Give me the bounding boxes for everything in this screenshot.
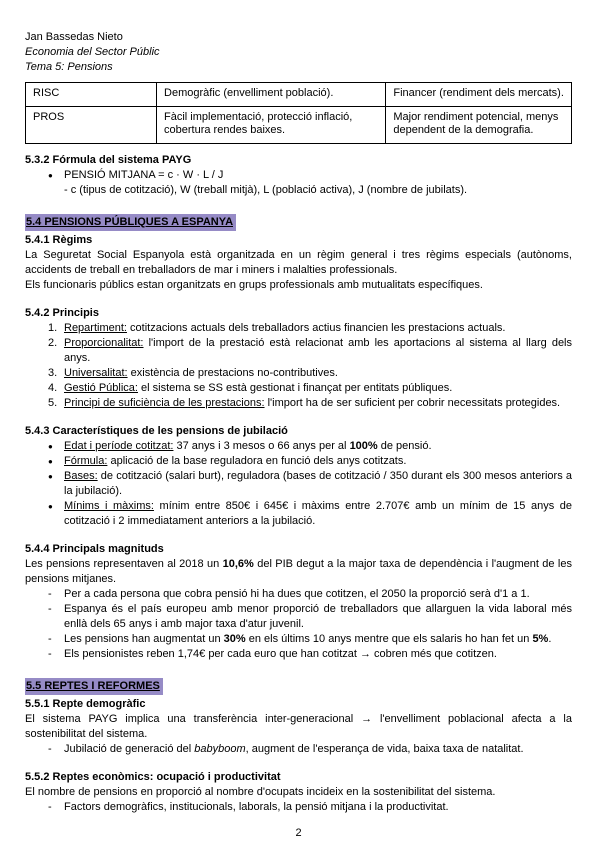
list-text-rest: el sistema se SS està gestionat i finançat per entitats públiques. [137,381,453,394]
term-label: Principi de suficiència de les prestacions: [64,396,265,409]
formula-text: PENSIÓ MITJANA = c · W · L / J [64,168,224,181]
list-text [64,587,572,602]
list-item [25,366,572,381]
table-cell-pros-label: PROS [26,106,157,143]
paragraph-text: Les pensions representaven al 2018 un [25,557,223,570]
term-label: Proporcionalitat: [64,336,144,349]
list-text [64,602,572,632]
table-row [26,83,572,107]
section-heading-5-4-2: 5.4.2 Principis [25,306,99,319]
list-item [25,587,572,602]
list-item [25,602,572,632]
table-cell-risc-demografic: Demogràfic (envelliment població). [157,83,386,107]
list-text-rest: Les pensions han augmentat un [64,632,224,645]
table-row [26,106,572,143]
bullet-icon: ● [48,441,53,451]
paragraph: La Seguretat Social Espanyola està organitzada en un règim general i tres règims especials (autònoms, accidents de treball en treballadors de mar i miners i malalties professionals. [25,248,572,276]
term-label: Mínims i màxims: [64,499,154,512]
term-label: Universalitat: [64,366,128,379]
section-heading-5-4-3: 5.4.3 Característiques de les pensions de jubilació [25,424,288,437]
paragraph-text: del PIB degut a la major taxa de dependència i l'augment de les pensions mitjanes. [25,557,572,585]
dash-icon: - [48,602,52,615]
page-number: 2 [295,826,302,839]
paragraph: Els funcionaris públics estan organitzats en grups professionals amb mutualitats específiques. [25,278,483,291]
list-text [64,336,572,366]
list-text-rest: Espanya és el país europeu amb menor proporció de treballadors que allarguen la vida laboral més enllà dels 65 anys i amb major taxa d'atur juvenil. [64,602,572,630]
table-cell-risc-financer: Financer (rendiment dels mercats). [386,83,572,107]
list-text-rest: , augment de l'esperança de vida, baixa taxa de natalitat. [245,742,524,755]
list-item [25,800,572,815]
topic-line: Tema 5: Pensions [25,61,113,73]
list-text-rest: 37 anys i 3 mesos o 66 anys per al [173,439,350,452]
list-number: 3. [48,366,58,379]
italic-term: babyboom [194,742,246,755]
list-item [25,396,572,411]
emphasis-value: 10,6% [222,557,254,570]
formula-legend: - c (tipus de cotització), W (treball mitjà), L (població activa), J (nombre de jubilats). [64,183,468,196]
list-text-rest: de pensió. [377,439,432,452]
list-text-rest: Els pensionistes reben 1,74€ per cada euro que han cotitzat → cobren més que cotitzen. [64,647,497,660]
list-text [64,321,572,336]
bullet-icon: ● [48,471,53,481]
list-item [25,647,572,662]
list-text-rest: aplicació de la base reguladora en funció dels anys cotitzats. [107,454,407,467]
course-line: Economia del Sector Públic [25,46,160,58]
section-heading-5-5-1: 5.5.1 Repte demogràfic [25,697,146,710]
section-heading-5-5-2: 5.5.2 Reptes econòmics: ocupació i productivitat [25,770,281,783]
list-text-rest: Per a cada persona que cobra pensió hi ha dues que cotitzen, el 2050 la proporció serà d'1 a 1. [64,587,530,600]
section-heading-5-4-1: 5.4.1 Règims [25,233,93,246]
list-text [64,396,572,411]
bullet-icon: ● [48,456,53,466]
section-heading-5-4-4: 5.4.4 Principals magnituds [25,542,164,555]
list-number: 5. [48,396,58,409]
dash-icon: - [48,632,52,645]
document-header [25,30,572,75]
term-label: Bases: [64,469,98,482]
list-item [25,742,572,757]
table-cell-pros-demografic: Fàcil implementació, protecció inflació, cobertura rendes baixes. [157,106,386,143]
section-heading-5-5-wrap [25,678,572,695]
term-label: Edat i període cotitzat: [64,439,174,452]
list-text-rest: cotitzacions actuals dels treballadors actius financien les prestacions actuals. [126,321,506,334]
comparison-table [25,82,572,144]
list-item [25,454,572,469]
list-item [25,439,572,454]
dash-icon: - [48,742,52,755]
list-number: 2. [48,336,58,349]
list-text [64,469,572,499]
list-text [64,366,572,381]
table-cell-pros-financer: Major rendiment potencial, menys dependent de la demografia. [386,106,572,143]
section-heading-5-5: 5.5 REPTES I REFORMES [25,678,163,695]
list-text [64,454,572,469]
list-text [64,439,572,454]
list-text-rest: mínim entre 850€ i 645€ i màxims entre 2.707€ amb un mínim de 15 anys de cotització i 2 immediatament anteriors a la jubilació. [64,499,572,527]
list-text [64,647,572,662]
bullet-icon: ● [48,170,53,180]
author-line: Jan Bassedas Nieto [25,31,123,43]
paragraph: El nombre de pensions en proporció al nombre d'ocupats incideix en la sostenibilitat del sistema. [25,785,496,798]
term-label: Fórmula: [64,454,108,467]
list-item [25,168,572,183]
dash-icon: - [48,587,52,600]
section-heading-5-4-wrap [25,214,572,231]
list-text [64,742,572,757]
dash-icon: - [48,647,52,660]
list-text-rest: existència de prestacions no-contributives. [127,366,338,379]
paragraph [25,557,572,587]
list-text-rest: l'import ha de ser suficient per cobrir necessitats protegides. [264,396,561,409]
list-text-rest: l'import de la prestació està relacionat amb les aportacions al sistema al llarg dels anys. [64,336,572,364]
list-text-rest: en els últims 10 anys mentre que els salaris ho han fet un [245,632,533,645]
emphasis-value: 5% [532,632,549,645]
table-cell-risc-label: RISC [26,83,157,107]
list-item [25,499,572,529]
list-item [25,321,572,336]
list-text-rest: Jubilació de generació del [64,742,195,755]
list-item [25,469,572,499]
emphasis-value: 30% [223,632,246,645]
term-label: Gestió Pública: [64,381,138,394]
list-text [64,499,572,529]
list-text-rest: de cotització (salari burt), reguladora (bases de cotització / 350 durant els 300 mesos anteriors a la jubilació). [64,469,572,497]
list-item [25,381,572,396]
emphasis-value: 100% [349,439,378,452]
list-item [25,632,572,647]
list-text [64,381,572,396]
list-text [64,800,572,815]
list-number: 4. [48,381,58,394]
paragraph: El sistema PAYG implica una transferència inter-generacional → l'envelliment poblacional afecta a la sostenibilitat del sistema. [25,712,572,740]
section-heading-5-4: 5.4 PENSIONS PÚBLIQUES A ESPANYA [25,214,236,231]
list-text-rest: Factors demogràfics, institucionals, laborals, la pensió mitjana i la productivitat. [64,800,449,813]
section-heading-5-3-2: 5.3.2 Fórmula del sistema PAYG [25,153,192,166]
list-item [25,336,572,366]
dash-icon: - [48,800,52,813]
list-text [64,632,572,647]
term-label: Repartiment: [64,321,127,334]
bullet-icon: ● [48,501,53,511]
list-text-rest: . [548,632,552,645]
list-number: 1. [48,321,58,334]
